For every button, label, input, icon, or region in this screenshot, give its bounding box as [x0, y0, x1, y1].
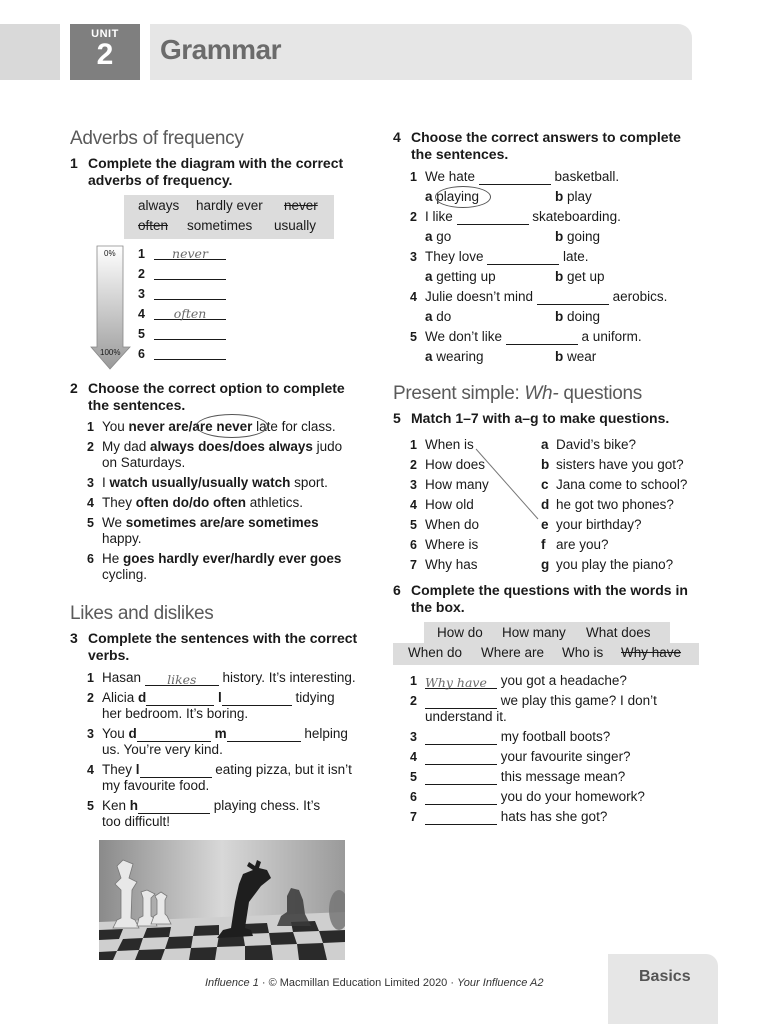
list-item: 1 You never are/are never late for class.: [87, 419, 336, 434]
exercise-number: 6: [393, 582, 401, 598]
option-b[interactable]: play: [567, 189, 592, 204]
word-box-adverbs: [124, 195, 334, 239]
answer-field[interactable]: [425, 731, 497, 745]
list-item: 5 this message mean?: [410, 769, 626, 784]
list-item: 5 We sometimes are/are sometimes happy.: [87, 515, 319, 546]
list-item: a David’s bike?: [541, 437, 637, 452]
unit-badge: [70, 24, 140, 80]
basics-tab-label: Basics: [639, 968, 691, 985]
section-title-wh-questions: Present simple: Wh- questions: [393, 383, 642, 404]
option-text: sometimes are/are sometimes: [125, 515, 319, 530]
option-text: always does/does always: [150, 439, 313, 454]
circled-option: are never: [192, 419, 253, 434]
word-hardly-ever: hardly ever: [196, 198, 263, 213]
handwritten-answer: Why have: [425, 675, 487, 690]
box-word: When do: [408, 645, 463, 660]
answer-field[interactable]: [537, 291, 609, 305]
exercise-6-list: [410, 673, 710, 829]
answer-circle: [435, 186, 491, 208]
option-text: never are/: [128, 419, 193, 434]
box-word: Who is: [562, 645, 604, 660]
exercise-number: 5: [393, 410, 401, 426]
header-left-block: [0, 24, 60, 80]
list-item: 3: [138, 286, 238, 306]
unit-number: 2: [96, 38, 114, 71]
option-b[interactable]: wear: [567, 349, 597, 364]
list-item: 7 hats has she got?: [410, 809, 608, 824]
list-item: 1 Hasan likes history. It’s interesting.: [87, 670, 356, 687]
box-word: Where are: [481, 645, 545, 660]
list-item: 3 I watch usually/usually watch sport.: [87, 475, 328, 490]
box-word: What does: [586, 625, 651, 640]
answer-field[interactable]: [425, 771, 497, 785]
match-line: [470, 445, 550, 525]
list-item: 2 we play this game? I don’t understand it.: [410, 693, 657, 724]
box-word: How do: [437, 625, 483, 640]
option-text: watch usually/usually watch: [109, 475, 291, 490]
list-item: 2 My dad always does/does always judo on Saturdays.: [87, 439, 343, 470]
exercise-instruction: Match 1–7 with a–g to make questions.: [411, 410, 670, 426]
word-usually: usually: [274, 218, 317, 233]
list-item: 3 How many: [410, 477, 489, 492]
answer-field[interactable]: [145, 672, 219, 686]
exercise-6-heading: [393, 582, 698, 616]
adverb-list: [138, 246, 238, 366]
list-item: 6 He goes hardly ever/hardly ever goes cycling.: [87, 551, 342, 582]
exercise-1-heading: [70, 155, 360, 189]
answer-field[interactable]: [425, 791, 497, 805]
title-bar: [150, 24, 692, 80]
word-never: never: [284, 198, 318, 213]
list-item: 1 When is: [410, 437, 474, 452]
box-word: Why have: [621, 645, 682, 660]
answer-field[interactable]: [154, 346, 226, 360]
exercise-3-list: [87, 670, 382, 834]
answer-field[interactable]: [425, 695, 497, 709]
word-often: often: [138, 218, 169, 233]
exercise-4-heading: [393, 129, 693, 163]
unit-label: UNIT: [91, 28, 119, 40]
list-item: 4 They l eating pizza, but it isn’t my favourite food.: [87, 762, 352, 793]
option-text: often do/do often: [135, 495, 246, 510]
list-item: g you play the piano?: [541, 557, 674, 572]
list-item: 1 never: [138, 246, 238, 266]
list-item: c Jana come to school?: [541, 477, 688, 492]
answer-field[interactable]: [154, 306, 226, 320]
answer-field[interactable]: [457, 211, 529, 225]
exercise-instruction: Complete the diagram with the correct adverbs of frequency.: [88, 155, 344, 188]
list-item: 2: [138, 266, 238, 286]
page-title: Grammar: [160, 34, 282, 65]
handwritten-answer: often: [173, 306, 207, 321]
chess-photo: [99, 840, 345, 960]
list-item: 4 How old: [410, 497, 474, 512]
list-item: 5 Ken h playing chess. It’s too difficult!: [87, 798, 321, 829]
footer-credits: Influence 1 · © Macmillan Education Limited 2020 · Your Influence A2: [205, 977, 544, 989]
list-item: b sisters have you got?: [541, 457, 684, 472]
exercise-instruction: Choose the correct answers to complete the sentences.: [411, 129, 681, 162]
list-item: 7 Why has: [410, 557, 478, 572]
list-item: 4 Julie doesn’t mind aerobics. a do b doing: [410, 289, 668, 324]
list-item: 2 Alicia d l tidying her bedroom. It’s boring.: [87, 690, 335, 721]
answer-field[interactable]: [425, 751, 497, 765]
list-item: f are you?: [541, 537, 609, 552]
answer-field[interactable]: [146, 692, 214, 706]
option-a[interactable]: wearing: [436, 349, 484, 364]
answer-field[interactable]: [154, 266, 226, 280]
word-box-row-1: [424, 622, 670, 644]
option-b[interactable]: doing: [567, 309, 601, 324]
answer-field[interactable]: [140, 764, 212, 778]
arrow-label-bottom: 100%: [100, 348, 121, 357]
exercise-5-heading: [393, 410, 693, 427]
option-a[interactable]: getting up: [436, 269, 496, 284]
exercise-number: 4: [393, 129, 401, 145]
exercise-instruction: Complete the sentences with the correct verbs.: [88, 630, 358, 663]
option-b[interactable]: get up: [567, 269, 605, 284]
section-title-adverbs: Adverbs of frequency: [70, 128, 244, 149]
option-a[interactable]: playing: [436, 189, 480, 204]
match-right-list: [541, 437, 711, 577]
list-item: 4 often: [138, 306, 238, 326]
word-always: always: [138, 198, 180, 213]
answer-field[interactable]: [138, 800, 210, 814]
exercise-2-list: [87, 419, 377, 587]
exercise-number: 1: [70, 155, 78, 171]
list-item: e your birthday?: [541, 517, 642, 532]
answer-field[interactable]: [479, 171, 551, 185]
list-item: 5 When do: [410, 517, 480, 532]
list-item: 4 They often do/do often athletics.: [87, 495, 304, 510]
list-item: 4 your favourite singer?: [410, 749, 631, 764]
exercise-2-heading: [70, 380, 360, 414]
answer-circle: [196, 414, 268, 438]
list-item: 1 We hate basketball. a playing b play: [410, 169, 620, 204]
exercise-3-heading: [70, 630, 360, 664]
option-a[interactable]: go: [436, 229, 452, 244]
answer-field[interactable]: [137, 728, 211, 742]
list-item: 3 You d m helping us. You’re very kind.: [87, 726, 348, 757]
exercise-number: 2: [70, 380, 78, 396]
list-item: 3 my football boots?: [410, 729, 611, 744]
answer-field[interactable]: [154, 286, 226, 300]
arrow-label-top: 0%: [104, 249, 116, 258]
box-word: How many: [502, 625, 566, 640]
exercise-instruction: Complete the questions with the words in the box.: [411, 582, 688, 615]
handwritten-answer: likes: [167, 672, 197, 687]
answer-field[interactable]: [506, 331, 578, 345]
answer-field[interactable]: [227, 728, 301, 742]
handwritten-answer: never: [172, 246, 208, 261]
exercise-instruction: Choose the correct option to complete the sentences.: [88, 380, 345, 413]
basics-tab[interactable]: [608, 954, 718, 1024]
answer-field[interactable]: [487, 251, 559, 265]
option-text: goes hardly ever/hardly ever goes: [123, 551, 342, 566]
answer-field[interactable]: [154, 326, 226, 340]
list-item: 3 They love late. a getting up b get up: [410, 249, 605, 284]
list-item: 2 I like skateboarding. a go b going: [410, 209, 621, 244]
list-item: 6 Where is: [410, 537, 479, 552]
exercise-number: 3: [70, 630, 78, 646]
list-item: 1 Why have you got a headache?: [410, 673, 627, 690]
answer-field[interactable]: [154, 246, 226, 260]
list-item: d he got two phones?: [541, 497, 674, 512]
answer-field[interactable]: [425, 811, 497, 825]
section-title-likes: Likes and dislikes: [70, 603, 214, 624]
answer-field[interactable]: [425, 675, 497, 689]
list-item: 5: [138, 326, 238, 346]
list-item: 5 We don’t like a uniform. a wearing b wear: [410, 329, 642, 364]
option-b[interactable]: going: [567, 229, 601, 244]
word-sometimes: sometimes: [187, 218, 253, 233]
list-item: 6: [138, 346, 238, 366]
list-item: 2 How does: [410, 457, 486, 472]
word-box-row-2: [393, 643, 699, 665]
answer-field[interactable]: [222, 692, 292, 706]
list-item: 6 you do your homework?: [410, 789, 645, 804]
option-a[interactable]: do: [436, 309, 452, 324]
